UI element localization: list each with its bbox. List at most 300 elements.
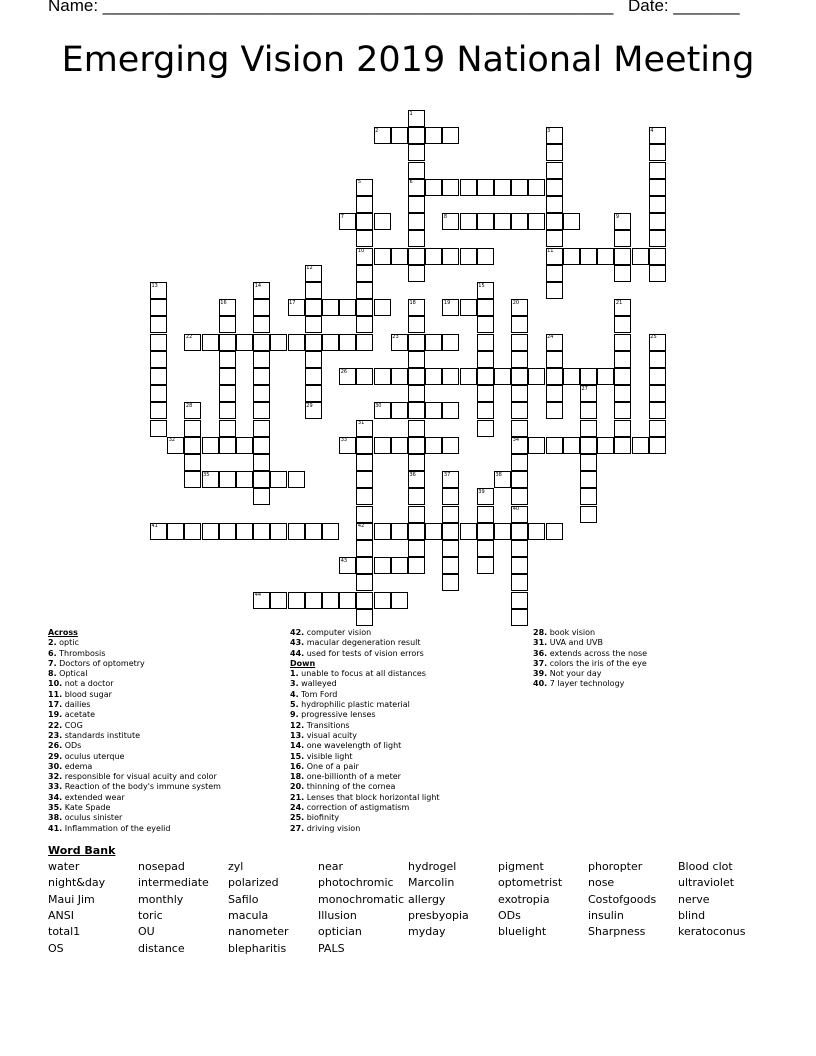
crossword-cell[interactable]	[150, 402, 167, 419]
crossword-cell[interactable]	[460, 213, 477, 230]
clue-number: 42	[357, 523, 365, 530]
crossword-cell[interactable]	[374, 248, 391, 265]
word-bank-word: ANSI	[48, 908, 74, 922]
crossword-cell[interactable]	[546, 230, 563, 247]
clue-number: 34	[512, 437, 520, 444]
crossword-cell[interactable]	[477, 523, 494, 540]
crossword-cell[interactable]	[391, 437, 408, 454]
crossword-cell[interactable]	[511, 523, 528, 540]
crossword-cell[interactable]	[442, 437, 459, 454]
crossword-cell[interactable]	[408, 437, 425, 454]
crossword-cell[interactable]	[391, 368, 408, 385]
crossword-cell[interactable]	[477, 334, 494, 351]
crossword-cell[interactable]	[649, 162, 666, 179]
crossword-cell[interactable]	[219, 334, 236, 351]
crossword-cell[interactable]	[236, 437, 253, 454]
crossword-cell[interactable]	[649, 402, 666, 419]
crossword-cell[interactable]	[614, 368, 631, 385]
crossword-cell[interactable]	[614, 334, 631, 351]
crossword-cell[interactable]	[408, 506, 425, 523]
crossword-cell[interactable]	[546, 368, 563, 385]
crossword-cell[interactable]	[356, 488, 373, 505]
crossword-cell[interactable]	[511, 609, 528, 626]
crossword-cell[interactable]	[442, 334, 459, 351]
word-bank-heading: Word Bank	[48, 844, 116, 857]
crossword-cell[interactable]	[219, 351, 236, 368]
word-bank-word: blepharitis	[228, 941, 287, 955]
crossword-cell[interactable]	[442, 248, 459, 265]
crossword-cell[interactable]	[356, 282, 373, 299]
crossword-cell[interactable]	[408, 127, 425, 144]
crossword-cell[interactable]	[580, 488, 597, 505]
crossword-cell[interactable]	[219, 437, 236, 454]
crossword-cell[interactable]	[511, 540, 528, 557]
crossword-cell[interactable]	[477, 420, 494, 437]
crossword-cell[interactable]	[597, 248, 614, 265]
crossword-cell[interactable]	[511, 179, 528, 196]
clue-number: 13	[151, 282, 158, 289]
crossword-cell[interactable]	[442, 574, 459, 591]
crossword-cell[interactable]	[649, 248, 666, 265]
crossword-cell[interactable]	[219, 402, 236, 419]
crossword-cell[interactable]	[649, 230, 666, 247]
clue-number-label: 30.	[48, 761, 63, 771]
crossword-cell[interactable]	[253, 471, 270, 488]
crossword-cell[interactable]	[511, 368, 528, 385]
crossword-cell[interactable]	[511, 334, 528, 351]
crossword-cell[interactable]	[649, 179, 666, 196]
word-bank	[48, 860, 768, 960]
crossword-cell[interactable]	[408, 385, 425, 402]
clue-text: extends across the nose	[547, 648, 648, 658]
crossword-cell[interactable]	[391, 523, 408, 540]
crossword-cell[interactable]	[649, 213, 666, 230]
crossword-cell[interactable]	[374, 557, 391, 574]
crossword-cell[interactable]	[184, 523, 201, 540]
down-clue	[290, 793, 440, 803]
word-bank-word: PALS	[318, 941, 345, 955]
crossword-cell[interactable]	[305, 592, 322, 609]
crossword-cell[interactable]	[477, 557, 494, 574]
crossword-cell[interactable]	[219, 368, 236, 385]
crossword-cell[interactable]	[150, 334, 167, 351]
clue-number: 29	[306, 402, 313, 409]
crossword-cell[interactable]	[597, 437, 614, 454]
crossword-cell[interactable]	[288, 523, 305, 540]
crossword-cell[interactable]	[580, 506, 597, 523]
crossword-cell[interactable]	[528, 179, 545, 196]
crossword-cell[interactable]	[614, 385, 631, 402]
crossword-cell[interactable]	[477, 248, 494, 265]
crossword-cell[interactable]	[288, 471, 305, 488]
crossword-cell[interactable]	[356, 540, 373, 557]
crossword-cell[interactable]	[442, 488, 459, 505]
clue-number-label: 6.	[48, 648, 57, 658]
crossword-cell[interactable]	[425, 179, 442, 196]
crossword-cell[interactable]	[477, 385, 494, 402]
crossword-cell[interactable]	[202, 437, 219, 454]
crossword-cell[interactable]	[632, 437, 649, 454]
crossword-cell[interactable]	[649, 351, 666, 368]
clue-number-label: 22.	[48, 720, 63, 730]
crossword-cell[interactable]	[253, 385, 270, 402]
clue-number: 20	[512, 299, 520, 306]
crossword-cell[interactable]	[632, 248, 649, 265]
crossword-cell[interactable]	[460, 299, 477, 316]
crossword-cell[interactable]	[494, 179, 511, 196]
crossword-cell[interactable]	[391, 402, 408, 419]
crossword-cell[interactable]	[425, 402, 442, 419]
crossword-cell[interactable]	[408, 402, 425, 419]
clue-number: 11	[547, 248, 554, 255]
crossword-cell[interactable]	[322, 523, 339, 540]
crossword-cell[interactable]	[614, 420, 631, 437]
crossword-cell[interactable]	[374, 523, 391, 540]
crossword-cell[interactable]	[356, 574, 373, 591]
crossword-cell[interactable]	[460, 248, 477, 265]
across-clue	[48, 793, 221, 803]
crossword-cell[interactable]	[580, 402, 597, 419]
crossword-cell[interactable]	[563, 437, 580, 454]
crossword-cell[interactable]	[511, 213, 528, 230]
crossword-cell[interactable]	[356, 471, 373, 488]
crossword-cell[interactable]	[494, 213, 511, 230]
across-clue	[48, 669, 221, 679]
crossword-cell[interactable]	[356, 557, 373, 574]
crossword-cell[interactable]	[649, 144, 666, 161]
crossword-cell[interactable]	[356, 609, 373, 626]
clue-text: Not your day	[547, 669, 602, 679]
crossword-cell[interactable]	[305, 282, 322, 299]
crossword-cell[interactable]	[322, 592, 339, 609]
crossword-cell[interactable]	[408, 488, 425, 505]
crossword-cell[interactable]	[563, 248, 580, 265]
clue-text: oculus sinister	[62, 813, 123, 823]
crossword-cell[interactable]	[442, 368, 459, 385]
crossword-cell[interactable]	[580, 368, 597, 385]
across-clue	[48, 659, 221, 669]
crossword-cell[interactable]	[202, 334, 219, 351]
crossword-cell[interactable]	[184, 437, 201, 454]
crossword-cell[interactable]	[614, 230, 631, 247]
crossword-cell[interactable]	[614, 265, 631, 282]
word-bank-word: Safilo	[228, 892, 259, 906]
clue-number: 30	[375, 402, 382, 409]
crossword-cell[interactable]	[374, 592, 391, 609]
crossword-cell[interactable]	[546, 196, 563, 213]
clue-text: oculus uterque	[62, 751, 125, 761]
crossword-cell[interactable]	[546, 144, 563, 161]
crossword-cell[interactable]	[460, 368, 477, 385]
crossword-cell[interactable]	[563, 213, 580, 230]
crossword-cell[interactable]	[356, 368, 373, 385]
crossword-cell[interactable]	[356, 265, 373, 282]
crossword-cell[interactable]	[305, 385, 322, 402]
clue-number-label: 36.	[533, 648, 548, 658]
crossword-cell[interactable]	[356, 454, 373, 471]
down-clue	[290, 710, 440, 720]
crossword-cell[interactable]	[460, 179, 477, 196]
crossword-cell[interactable]	[425, 523, 442, 540]
crossword-cell[interactable]	[494, 368, 511, 385]
crossword-cell[interactable]	[305, 299, 322, 316]
across-clue	[290, 649, 440, 659]
crossword-cell[interactable]	[442, 179, 459, 196]
crossword-cell[interactable]	[356, 316, 373, 333]
crossword-cell[interactable]	[614, 351, 631, 368]
crossword-cell[interactable]	[511, 557, 528, 574]
crossword-cell[interactable]	[150, 299, 167, 316]
crossword-cell[interactable]	[460, 523, 477, 540]
crossword-cell[interactable]	[546, 282, 563, 299]
crossword-cell[interactable]	[253, 316, 270, 333]
crossword-cell[interactable]	[356, 592, 373, 609]
crossword-cell[interactable]	[477, 179, 494, 196]
crossword-cell[interactable]	[528, 437, 545, 454]
crossword-cell[interactable]	[511, 592, 528, 609]
crossword-cell[interactable]	[288, 334, 305, 351]
crossword-cell[interactable]	[253, 454, 270, 471]
crossword-cell[interactable]	[253, 523, 270, 540]
crossword-cell[interactable]	[563, 368, 580, 385]
crossword-cell[interactable]	[356, 437, 373, 454]
crossword-cell[interactable]	[253, 368, 270, 385]
crossword-cell[interactable]	[425, 334, 442, 351]
crossword-cell[interactable]	[649, 368, 666, 385]
crossword-cell[interactable]	[253, 437, 270, 454]
crossword-cell[interactable]	[614, 437, 631, 454]
crossword-cell[interactable]	[219, 523, 236, 540]
crossword-cell[interactable]	[202, 523, 219, 540]
crossword-cell[interactable]	[528, 368, 545, 385]
crossword-cell[interactable]	[270, 334, 287, 351]
crossword-cell[interactable]	[339, 334, 356, 351]
crossword-cell[interactable]	[511, 471, 528, 488]
crossword-cell[interactable]	[408, 540, 425, 557]
crossword-cell[interactable]	[477, 506, 494, 523]
crossword-cell[interactable]	[425, 127, 442, 144]
crossword-cell[interactable]	[528, 213, 545, 230]
crossword-cell[interactable]	[253, 299, 270, 316]
crossword-cell[interactable]	[236, 471, 253, 488]
crossword-cell[interactable]	[391, 557, 408, 574]
word-bank-word: toric	[138, 908, 163, 922]
crossword-cell[interactable]	[356, 230, 373, 247]
crossword-cell[interactable]	[339, 592, 356, 609]
crossword-cell[interactable]	[425, 368, 442, 385]
crossword-cell[interactable]	[150, 420, 167, 437]
crossword-cell[interactable]	[580, 437, 597, 454]
word-bank-word: polarized	[228, 876, 279, 890]
crossword-cell[interactable]	[614, 402, 631, 419]
crossword-cell[interactable]	[391, 592, 408, 609]
crossword-cell[interactable]	[270, 523, 287, 540]
crossword-cell[interactable]	[356, 196, 373, 213]
crossword-cell[interactable]	[305, 368, 322, 385]
clue-number-label: 25.	[290, 813, 305, 823]
crossword-cell[interactable]	[184, 420, 201, 437]
crossword-cell[interactable]	[305, 351, 322, 368]
crossword-cell[interactable]	[442, 506, 459, 523]
clue-text: one-billionth of a meter	[304, 772, 401, 782]
crossword-cell[interactable]	[477, 351, 494, 368]
crossword-cell[interactable]	[219, 316, 236, 333]
crossword-cell[interactable]	[150, 385, 167, 402]
crossword-cell[interactable]	[580, 420, 597, 437]
crossword-cell[interactable]	[408, 144, 425, 161]
clue-number: 5	[357, 179, 362, 186]
crossword-cell[interactable]	[511, 385, 528, 402]
crossword-cell[interactable]	[270, 471, 287, 488]
crossword-cell[interactable]	[511, 488, 528, 505]
crossword-cell[interactable]	[649, 420, 666, 437]
crossword-cell[interactable]	[253, 420, 270, 437]
word-bank-word: keratoconus	[678, 925, 746, 939]
crossword-cell[interactable]	[477, 316, 494, 333]
crossword-cell[interactable]	[236, 523, 253, 540]
crossword-cell[interactable]	[150, 351, 167, 368]
crossword-cell[interactable]	[408, 316, 425, 333]
clue-number-label: 42.	[290, 628, 305, 637]
clue-text: blood sugar	[62, 689, 112, 699]
crossword-cell[interactable]	[305, 316, 322, 333]
crossword-cell[interactable]	[442, 127, 459, 144]
crossword-cell[interactable]	[546, 162, 563, 179]
crossword-cell[interactable]	[408, 557, 425, 574]
across-clue	[48, 752, 221, 762]
crossword-cell[interactable]	[408, 213, 425, 230]
clue-number-label: 20.	[290, 782, 305, 792]
crossword-cell[interactable]	[425, 437, 442, 454]
crossword-cell[interactable]	[546, 402, 563, 419]
crossword-cell[interactable]	[546, 213, 563, 230]
crossword-cell[interactable]	[580, 248, 597, 265]
crossword-cell[interactable]	[477, 299, 494, 316]
crossword-cell[interactable]	[511, 402, 528, 419]
crossword-cell[interactable]	[580, 471, 597, 488]
crossword-cell[interactable]	[322, 299, 339, 316]
crossword-cell[interactable]	[528, 523, 545, 540]
crossword-cell[interactable]	[391, 127, 408, 144]
crossword-cell[interactable]	[270, 592, 287, 609]
clue-number: 23	[392, 334, 399, 341]
crossword-cell[interactable]	[408, 265, 425, 282]
crossword-cell[interactable]	[408, 454, 425, 471]
crossword-cell[interactable]	[546, 265, 563, 282]
crossword-cell[interactable]	[546, 523, 563, 540]
crossword-cell[interactable]	[184, 471, 201, 488]
crossword-cell[interactable]	[494, 523, 511, 540]
crossword-cell[interactable]	[408, 334, 425, 351]
word-bank-word: total1	[48, 925, 81, 939]
clue-number-label: 19.	[48, 710, 63, 720]
crossword-cell[interactable]	[374, 213, 391, 230]
crossword-cell[interactable]	[219, 471, 236, 488]
crossword-cell[interactable]	[614, 248, 631, 265]
crossword-cell[interactable]	[167, 523, 184, 540]
crossword-cell[interactable]	[253, 334, 270, 351]
crossword-cell[interactable]	[546, 385, 563, 402]
crossword-cell[interactable]	[408, 196, 425, 213]
crossword-cell[interactable]	[305, 523, 322, 540]
crossword-cell[interactable]	[305, 334, 322, 351]
crossword-cell[interactable]	[219, 385, 236, 402]
crossword-cell[interactable]	[408, 420, 425, 437]
word-bank-word: distance	[138, 941, 185, 955]
crossword-cell[interactable]	[253, 351, 270, 368]
crossword-cell[interactable]	[442, 540, 459, 557]
crossword-cell[interactable]	[546, 437, 563, 454]
crossword-cell[interactable]	[236, 334, 253, 351]
crossword-cell[interactable]	[408, 248, 425, 265]
crossword-cell[interactable]	[511, 454, 528, 471]
crossword-cell[interactable]	[356, 506, 373, 523]
crossword-cell[interactable]	[614, 316, 631, 333]
crossword-cell[interactable]	[477, 540, 494, 557]
crossword-cell[interactable]	[322, 334, 339, 351]
crossword-cell[interactable]	[442, 523, 459, 540]
crossword-cell[interactable]	[442, 557, 459, 574]
crossword-cell[interactable]	[546, 351, 563, 368]
crossword-cell[interactable]	[408, 230, 425, 247]
crossword-cell[interactable]	[408, 368, 425, 385]
word-bank-word: near	[318, 860, 344, 873]
clue-number-label: 28.	[533, 628, 548, 637]
crossword-cell[interactable]	[288, 592, 305, 609]
crossword-cell[interactable]	[511, 351, 528, 368]
crossword-cell[interactable]	[356, 334, 373, 351]
crossword-cell[interactable]	[425, 248, 442, 265]
crossword-cell[interactable]	[580, 454, 597, 471]
crossword-cell[interactable]	[391, 248, 408, 265]
crossword-cell[interactable]	[339, 299, 356, 316]
crossword-cell[interactable]	[253, 402, 270, 419]
crossword-cell[interactable]	[477, 368, 494, 385]
crossword-cell[interactable]	[649, 437, 666, 454]
clue-number-label: 32.	[48, 772, 63, 782]
crossword-cell[interactable]	[649, 265, 666, 282]
crossword-cell[interactable]	[477, 402, 494, 419]
crossword-cell[interactable]	[477, 213, 494, 230]
down-clue	[533, 628, 647, 638]
crossword-cell[interactable]	[511, 420, 528, 437]
crossword-cell[interactable]	[511, 316, 528, 333]
crossword-cell[interactable]	[546, 179, 563, 196]
crossword-cell[interactable]	[408, 162, 425, 179]
crossword-cell[interactable]	[442, 402, 459, 419]
clue-text: progressive lenses	[298, 710, 376, 720]
crossword-cell[interactable]	[408, 351, 425, 368]
crossword-cell[interactable]	[649, 196, 666, 213]
crossword-cell[interactable]	[356, 299, 373, 316]
word-bank-word: hydrogel	[408, 860, 457, 873]
crossword-cell[interactable]	[597, 368, 614, 385]
crossword-cell[interactable]	[150, 368, 167, 385]
crossword-cell[interactable]	[184, 454, 201, 471]
crossword-cell[interactable]	[374, 299, 391, 316]
clue-number: 33	[340, 437, 348, 444]
crossword-cell[interactable]	[374, 368, 391, 385]
across-clue	[48, 741, 221, 751]
crossword-cell[interactable]	[511, 574, 528, 591]
crossword-cell[interactable]	[408, 523, 425, 540]
crossword-cell[interactable]	[150, 316, 167, 333]
crossword-cell[interactable]	[374, 437, 391, 454]
crossword-cell[interactable]	[356, 213, 373, 230]
crossword-cell[interactable]	[253, 488, 270, 505]
crossword-cell[interactable]	[649, 385, 666, 402]
crossword-cell[interactable]	[219, 420, 236, 437]
